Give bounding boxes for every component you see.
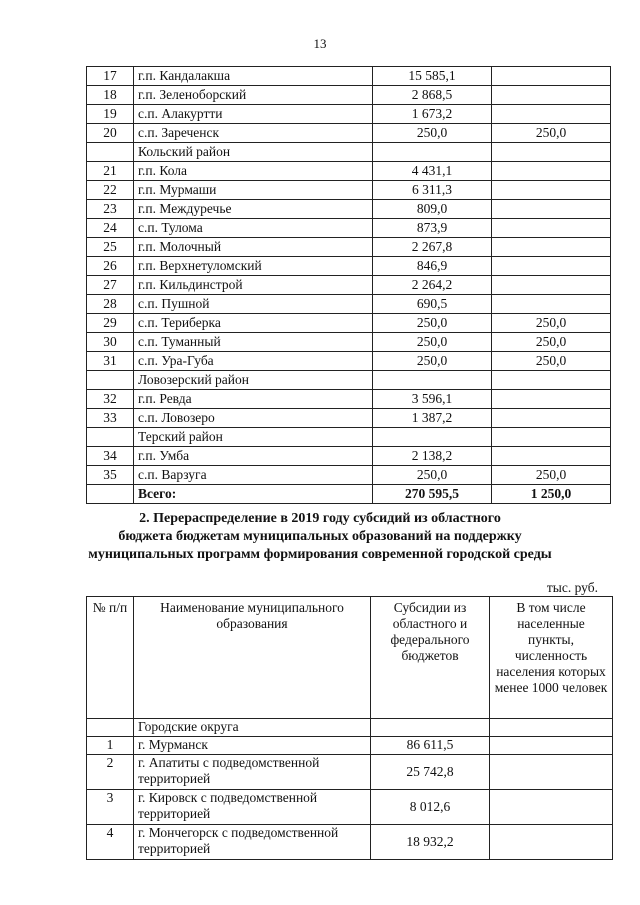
group-subsidy-cell	[371, 719, 490, 737]
municipality-name: г.п. Ревда	[134, 390, 373, 409]
municipality-name: г. Мончегорск с подведомственной территорией	[134, 825, 371, 860]
including-value	[492, 409, 611, 428]
total-row	[87, 485, 611, 504]
subsidy-table-continued	[86, 66, 611, 504]
subsidy-value: 250,0	[373, 124, 492, 143]
municipality-name: с.п. Туманный	[134, 333, 373, 352]
subsidy-value: 2 868,5	[373, 86, 492, 105]
including-value	[492, 67, 611, 86]
row-number: 2	[87, 755, 134, 790]
table-row	[87, 371, 611, 390]
subsidy-value: 4 431,1	[373, 162, 492, 181]
group-number-cell	[87, 719, 134, 737]
municipality-name: г. Кировск с подведомственной территорией	[134, 790, 371, 825]
section-2-title	[60, 510, 580, 564]
subsidy-value: 18 932,2	[371, 825, 490, 860]
subsidy-value: 25 742,8	[371, 755, 490, 790]
table-row	[87, 162, 611, 181]
total-number-cell	[87, 485, 134, 504]
table-row	[87, 737, 613, 755]
row-number	[87, 428, 134, 447]
subsidy-value: 1 387,2	[373, 409, 492, 428]
including-value	[490, 825, 613, 860]
row-number: 28	[87, 295, 134, 314]
header-name: Наименование муниципального образования	[134, 597, 371, 719]
header-subsidy: Субсидии из областного и федерального бюджетов	[371, 597, 490, 719]
section-2-title-line-2: бюджета бюджетам муниципальных образований на поддержку	[118, 529, 522, 544]
municipality-name: Ловозерский район	[134, 371, 373, 390]
row-number: 17	[87, 67, 134, 86]
table-row	[87, 124, 611, 143]
subsidy-value: 250,0	[373, 466, 492, 485]
table-row	[87, 238, 611, 257]
including-value	[492, 295, 611, 314]
including-value: 250,0	[492, 314, 611, 333]
including-value	[492, 371, 611, 390]
subsidy-value: 6 311,3	[373, 181, 492, 200]
row-number: 3	[87, 790, 134, 825]
municipality-name: Терский район	[134, 428, 373, 447]
header-number: № п/п	[87, 597, 134, 719]
subsidy-value: 2 267,8	[373, 238, 492, 257]
including-value	[492, 238, 611, 257]
row-number: 30	[87, 333, 134, 352]
table-row	[87, 466, 611, 485]
table-row	[87, 105, 611, 124]
municipality-name: г.п. Верхнетуломский	[134, 257, 373, 276]
row-number	[87, 143, 134, 162]
subsidy-value: 250,0	[373, 314, 492, 333]
including-value	[492, 105, 611, 124]
including-value	[492, 447, 611, 466]
table-row	[87, 219, 611, 238]
group-name: Городские округа	[134, 719, 371, 737]
municipality-name: Кольский район	[134, 143, 373, 162]
section-2-title-line-3: муниципальных программ формирования современной городской среды	[88, 547, 552, 562]
table-row	[87, 86, 611, 105]
table-row	[87, 352, 611, 371]
total-including: 1 250,0	[492, 485, 611, 504]
row-number: 31	[87, 352, 134, 371]
row-number: 22	[87, 181, 134, 200]
row-number: 29	[87, 314, 134, 333]
row-number: 32	[87, 390, 134, 409]
table-group-row	[87, 719, 613, 737]
row-number: 21	[87, 162, 134, 181]
including-value: 250,0	[492, 352, 611, 371]
row-number: 35	[87, 466, 134, 485]
table-row	[87, 825, 613, 860]
municipality-name: с.п. Пушной	[134, 295, 373, 314]
table-row	[87, 428, 611, 447]
row-number: 20	[87, 124, 134, 143]
subsidy-value: 690,5	[373, 295, 492, 314]
subsidy-value: 873,9	[373, 219, 492, 238]
header-including: В том числе населенные пункты, численность населения которых менее 1000 человек	[490, 597, 613, 719]
subsidy-value: 15 585,1	[373, 67, 492, 86]
subsidy-value: 86 611,5	[371, 737, 490, 755]
including-value	[492, 219, 611, 238]
municipality-name: г.п. Мурмаши	[134, 181, 373, 200]
page-number: 13	[313, 36, 327, 51]
table-row	[87, 755, 613, 790]
table-row	[87, 200, 611, 219]
including-value	[492, 86, 611, 105]
municipality-name: г.п. Кола	[134, 162, 373, 181]
municipality-name: с.п. Ура-Губа	[134, 352, 373, 371]
municipality-name: с.п. Ловозеро	[134, 409, 373, 428]
including-value	[490, 737, 613, 755]
including-value	[492, 257, 611, 276]
municipality-name: г. Апатиты с подведомственной территорией	[134, 755, 371, 790]
including-value	[492, 200, 611, 219]
including-value	[492, 390, 611, 409]
including-value: 250,0	[492, 333, 611, 352]
total-label: Всего:	[134, 485, 373, 504]
subsidy-value	[373, 428, 492, 447]
table-row	[87, 295, 611, 314]
row-number: 25	[87, 238, 134, 257]
table-row	[87, 143, 611, 162]
municipality-name: г.п. Зеленоборский	[134, 86, 373, 105]
including-value	[490, 755, 613, 790]
subsidy-value: 1 673,2	[373, 105, 492, 124]
including-value	[492, 181, 611, 200]
municipality-name: с.п. Зареченск	[134, 124, 373, 143]
municipality-name: с.п. Варзуга	[134, 466, 373, 485]
row-number	[87, 371, 134, 390]
municipality-name: г.п. Междуречье	[134, 200, 373, 219]
including-value	[492, 162, 611, 181]
including-value: 250,0	[492, 124, 611, 143]
including-value	[492, 428, 611, 447]
subsidy-value: 809,0	[373, 200, 492, 219]
table-row	[87, 257, 611, 276]
municipality-name: с.п. Тулома	[134, 219, 373, 238]
group-including-cell	[490, 719, 613, 737]
row-number: 18	[87, 86, 134, 105]
row-number: 33	[87, 409, 134, 428]
table-row	[87, 790, 613, 825]
municipality-name: с.п. Териберка	[134, 314, 373, 333]
subsidy-value: 8 012,6	[371, 790, 490, 825]
subsidy-value: 2 264,2	[373, 276, 492, 295]
table-row	[87, 276, 611, 295]
row-number: 19	[87, 105, 134, 124]
table-row	[87, 390, 611, 409]
table-row	[87, 181, 611, 200]
row-number: 26	[87, 257, 134, 276]
table-row	[87, 447, 611, 466]
unit-label: тыс. руб.	[546, 580, 598, 595]
including-value: 250,0	[492, 466, 611, 485]
row-number: 24	[87, 219, 134, 238]
including-value	[492, 143, 611, 162]
redistribution-table	[86, 596, 613, 860]
row-number: 27	[87, 276, 134, 295]
row-number: 1	[87, 737, 134, 755]
subsidy-value: 250,0	[373, 333, 492, 352]
row-number: 4	[87, 825, 134, 860]
subsidy-value	[373, 143, 492, 162]
row-number: 23	[87, 200, 134, 219]
subsidy-value: 846,9	[373, 257, 492, 276]
including-value	[490, 790, 613, 825]
municipality-name: г. Мурманск	[134, 737, 371, 755]
municipality-name: г.п. Кильдинстрой	[134, 276, 373, 295]
subsidy-value	[373, 371, 492, 390]
municipality-name: с.п. Алакуртти	[134, 105, 373, 124]
subsidy-value: 250,0	[373, 352, 492, 371]
total-subsidy: 270 595,5	[373, 485, 492, 504]
including-value	[492, 276, 611, 295]
table-row	[87, 333, 611, 352]
section-2-title-line-1: 2. Перераспределение в 2019 году субсидий из областного	[139, 511, 501, 526]
table-header-row	[87, 597, 613, 719]
table-row	[87, 314, 611, 333]
subsidy-value: 2 138,2	[373, 447, 492, 466]
municipality-name: г.п. Умба	[134, 447, 373, 466]
subsidy-value: 3 596,1	[373, 390, 492, 409]
table-row	[87, 67, 611, 86]
row-number: 34	[87, 447, 134, 466]
municipality-name: г.п. Молочный	[134, 238, 373, 257]
municipality-name: г.п. Кандалакша	[134, 67, 373, 86]
table-row	[87, 409, 611, 428]
